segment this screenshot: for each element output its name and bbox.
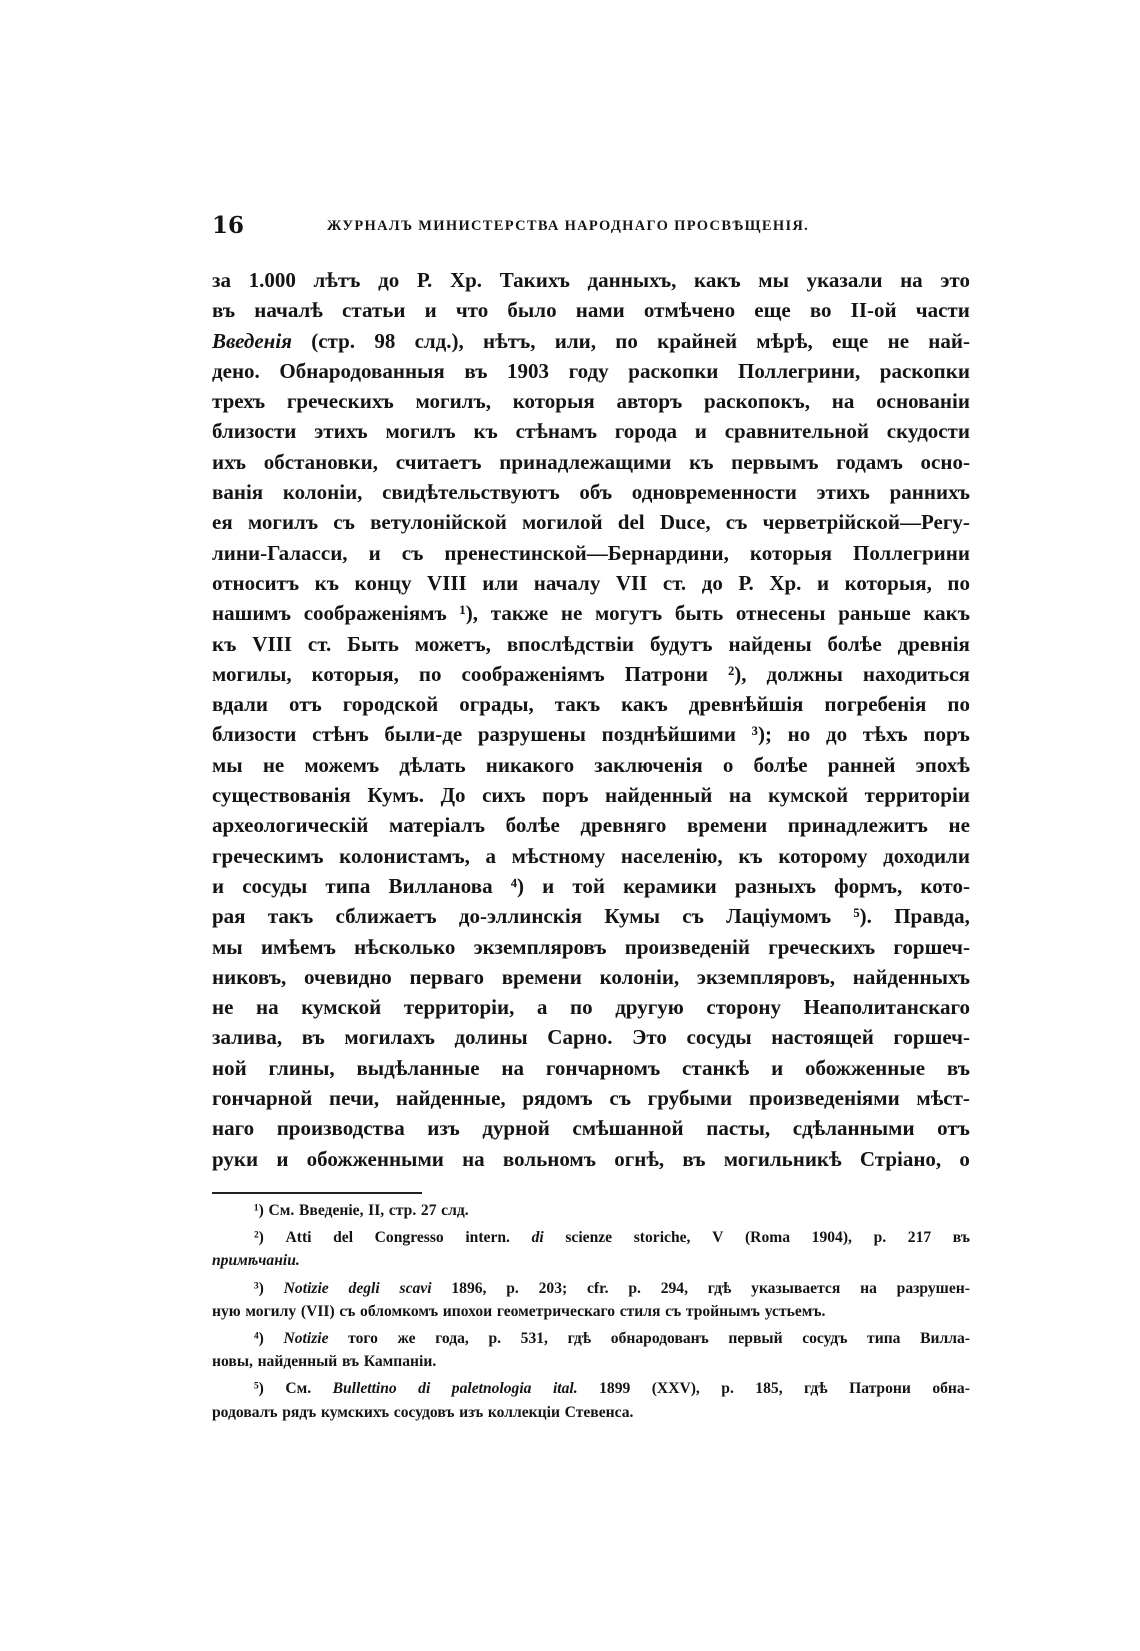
running-title: ЖУРНАЛЪ МИНИСТЕРСТВА НАРОДНАГО ПРОСВѢЩЕНІЯ. — [327, 218, 810, 234]
footnote-line: родовалъ рядъ кумскихъ сосудовъ изъ коллекціи Стевенса. — [212, 1403, 634, 1421]
body-line: залива, въ могилахъ долины Сарно. Это сосуды настоящей горшеч- — [212, 1025, 970, 1050]
footnote-mark: ¹) — [254, 1202, 264, 1219]
body-line: и сосуды типа Вилланова ⁴) и той керамики разныхъ формъ, кото- — [212, 873, 970, 898]
body-line: нашимъ соображеніямъ ¹), также не могутъ быть отнесены раньше какъ — [212, 601, 970, 626]
body-line: Введенія (стр. 98 слд.), нѣтъ, или, по крайней мѣрѣ, еще не най- — [212, 328, 970, 353]
body-line: относитъ къ концу VIII или началу VII ст. до Р. Хр. и которыя, по — [212, 570, 970, 595]
body-line: существованія Кумъ. До сихъ поръ найденный на кумской территоріи — [212, 783, 970, 808]
body-line: за 1.000 лѣтъ до Р. Хр. Такихъ данныхъ, какъ мы указали на это — [212, 268, 970, 292]
body-line: ея могилъ съ ветулонійской могилой del Duce, съ черветрійской—Регу- — [212, 510, 970, 535]
body-line: греческимъ колонистамъ, а мѣстному населенію, къ которому доходили — [212, 843, 970, 868]
body-line: ванія колоніи, свидѣтельствуютъ объ одновременности этихъ раннихъ — [212, 480, 970, 505]
body-line: къ VIII ст. Быть можетъ, впослѣдствіи будутъ найдены болѣе древнія — [212, 631, 970, 656]
footnote-line: ⁵) См. Bullettino di paletnologia ital. 1899 (XXV), p. 185, гдѣ Патрони обна- — [254, 1380, 970, 1398]
footnote-mark: ³) — [254, 1279, 264, 1297]
body-line: руки и обожженными на вольномъ огнѣ, въ могильникѣ Стріано, о — [212, 1146, 970, 1171]
footnote-mark: ⁵) — [254, 1380, 264, 1398]
body-line: вдали отъ городской ограды, такъ какъ древнѣйшія погребенія по — [212, 692, 970, 717]
footnote-line: ную могилу (VII) съ обломкомъ ипохои геометрическаго стиля съ тройнымъ устьемъ. — [212, 1302, 826, 1320]
body-line: археологическій матеріалъ болѣе древняго времени принадлежитъ не — [212, 813, 970, 838]
footnote-line: новы, найденный въ Кампаніи. — [212, 1353, 437, 1371]
body-line: рая такъ сближаетъ до-эллинскія Кумы съ Лаціумомъ ⁵). Правда, — [212, 904, 970, 929]
footnote-line: примѣчаніи. — [212, 1252, 300, 1270]
body-line: не на кумской территоріи, а по другую сторону Неаполитанскаго — [212, 995, 970, 1020]
page-header — [212, 212, 972, 242]
footnote-line: ¹) См. Введеніе, II, стр. 27 слд. — [254, 1202, 469, 1219]
body-line: мы не можемъ дѣлать никакого заключенія о болѣе ранней эпохѣ — [212, 752, 970, 777]
page-number: 16 — [212, 212, 245, 239]
body-line: наго производства изъ дурной смѣшанной пасты, сдѣланными отъ — [212, 1116, 970, 1141]
body-line: ной глины, выдѣланные на гончарномъ станкѣ и обожженные въ — [212, 1055, 970, 1080]
body-line: лини-Галасси, и съ пренестинской—Бернардини, которыя Поллегрини — [212, 540, 970, 565]
body-line: трехъ греческихъ могилъ, которыя авторъ раскопокъ, на основаніи — [212, 389, 970, 414]
body-line: могилы, которыя, по соображеніямъ Патрони ²), должны находиться — [212, 661, 970, 686]
body-line: гончарной печи, найденные, рядомъ съ грубыми произведеніями мѣст- — [212, 1086, 970, 1111]
body-line: близости стѣнъ были-де разрушены позднѣйшими ³); но до тѣхъ поръ — [212, 722, 970, 747]
body-line: въ началѣ статьи и что было нами отмѣчено еще во II-ой части — [212, 298, 970, 323]
body-line: мы имѣемъ нѣсколько экземпляровъ произведеній греческихъ горшеч- — [212, 934, 970, 959]
footnote-mark: ⁴) — [254, 1329, 264, 1347]
footnote-rule — [212, 1192, 422, 1194]
footnote-line: ³) Notizie degli scavi 1896, p. 203; cfr. p. 294, гдѣ указывается на разрушен- — [254, 1279, 970, 1297]
footnotes — [212, 1202, 970, 1431]
footnote-line: ⁴) Notizie того же года, p. 531, гдѣ обнародованъ первый сосудъ типа Вилла- — [254, 1329, 970, 1347]
body-line: дено. Обнародованныя въ 1903 году раскопки Поллегрини, раскопки — [212, 358, 970, 383]
footnote-line: ²) Atti del Congresso intern. di scienze storiche, V (Roma 1904), p. 217 въ — [254, 1229, 970, 1247]
body-line: ихъ обстановки, считаетъ принадлежащими къ первымъ годамъ осно- — [212, 449, 970, 474]
body-line: близости этихъ могилъ къ стѣнамъ города и сравнительной скудости — [212, 419, 970, 444]
footnote-mark: ²) — [254, 1229, 264, 1247]
body-text — [212, 268, 970, 1177]
body-line: никовъ, очевидно перваго времени колоніи, экземпляровъ, найденныхъ — [212, 964, 970, 989]
